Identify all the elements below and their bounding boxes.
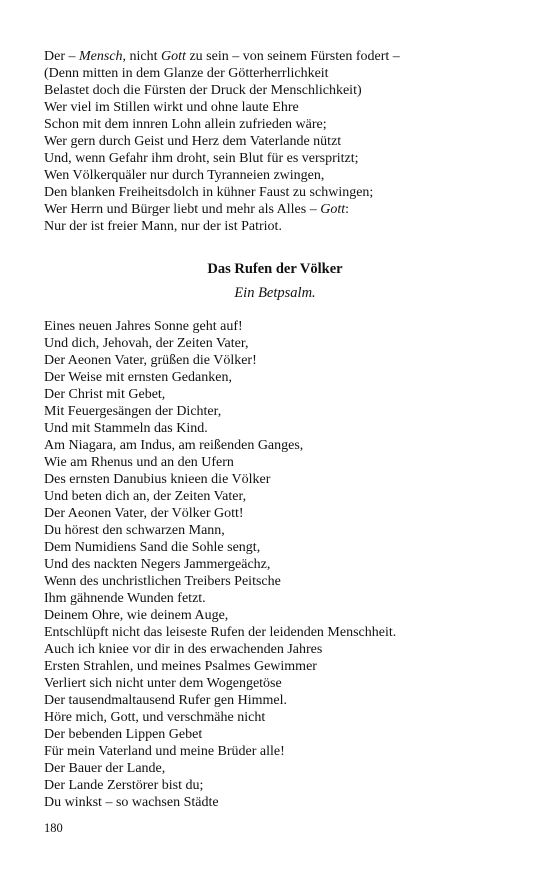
verse-text: , nicht xyxy=(122,49,162,64)
verse-text: Wer viel im Stillen wirkt und ohne laute Ehre xyxy=(44,100,299,115)
verse-line xyxy=(44,386,514,403)
verse-text: Wer gern durch Geist und Herz dem Vaterlande nützt xyxy=(44,134,342,149)
verse-line xyxy=(44,777,514,794)
verse-line xyxy=(44,471,514,488)
verse-text: Höre mich, Gott, und verschmähe nicht xyxy=(44,710,266,725)
verse-line xyxy=(44,150,514,167)
verse-line xyxy=(44,573,514,590)
verse-line xyxy=(44,539,514,556)
verse-line xyxy=(44,420,514,437)
verse-text: Wie am Rhenus und an den Ufern xyxy=(44,455,234,470)
verse-text: Entschlüpft nicht das leiseste Rufen der leidenden Menschheit. xyxy=(44,625,397,640)
verse-line xyxy=(44,318,514,335)
verse-line xyxy=(44,794,514,811)
verse-emphasis: Mensch xyxy=(79,49,123,64)
verse-text: Nur der ist freier Mann, nur der ist Patriot. xyxy=(44,219,282,234)
verse-text: Der Weise mit ernsten Gedanken, xyxy=(44,370,232,385)
verse-text: Wer Herrn und Bürger liebt und mehr als Alles – xyxy=(44,202,321,217)
verse-line xyxy=(44,167,514,184)
verse-text: Und dich, Jehovah, der Zeiten Vater, xyxy=(44,336,249,351)
verse-text: Belastet doch die Fürsten der Druck der Menschlichkeit) xyxy=(44,83,362,98)
verse-text: Ihm gähnende Wunden fetzt. xyxy=(44,591,206,606)
page-number: 180 xyxy=(44,821,63,835)
verse-text: Deinem Ohre, wie deinem Auge, xyxy=(44,608,229,623)
verse-text: Den blanken Freiheitsdolch in kühner Faust zu schwingen; xyxy=(44,185,374,200)
poem-body xyxy=(44,318,514,811)
verse-text: Wenn des unchristlichen Treibers Peitsche xyxy=(44,574,281,589)
verse-text: Auch ich kniee vor dir in des erwachenden Jahres xyxy=(44,642,323,657)
verse-emphasis: Gott xyxy=(320,202,346,217)
verse-line xyxy=(44,335,514,352)
verse-text: zu sein – von seinem Fürsten fodert – xyxy=(185,49,400,64)
verse-emphasis: Gott xyxy=(161,49,186,64)
verse-text: Du winkst – so wachsen Städte xyxy=(44,795,219,810)
verse-line xyxy=(44,218,514,235)
verse-text: Mit Feuergesängen der Dichter, xyxy=(44,404,222,419)
verse-text: Schon mit dem innren Lohn allein zufrieden wäre; xyxy=(44,117,327,132)
verse-line xyxy=(44,352,514,369)
verse-text: Der Christ mit Gebet, xyxy=(44,387,166,402)
verse-line xyxy=(44,369,514,386)
verse-line xyxy=(44,488,514,505)
verse-line xyxy=(44,437,514,454)
verse-line xyxy=(44,133,514,150)
verse-line xyxy=(44,590,514,607)
verse-line xyxy=(44,692,514,709)
verse-line xyxy=(44,607,514,624)
verse-line xyxy=(44,201,514,218)
verse-line xyxy=(44,760,514,777)
verse-line xyxy=(44,709,514,726)
verse-text: Der Lande Zerstörer bist du; xyxy=(44,778,204,793)
verse-text: Und, wenn Gefahr ihm droht, sein Blut für es verspritzt; xyxy=(44,151,359,166)
verse-text: Ersten Strahlen, und meines Psalmes Gewimmer xyxy=(44,659,317,674)
verse-line xyxy=(44,556,514,573)
poem-subtitle: Ein Betpsalm. xyxy=(234,285,316,301)
verse-text: : xyxy=(345,202,350,217)
verse-text: Der – xyxy=(44,49,79,64)
verse-text: Und des nackten Negers Jammergeächz, xyxy=(44,557,271,572)
verse-line xyxy=(44,743,514,760)
verse-line xyxy=(44,522,514,539)
verse-line xyxy=(44,184,514,201)
verse-text: (Denn mitten in dem Glanze der Götterherrlichkeit xyxy=(44,66,329,81)
verse-text: Der bebenden Lippen Gebet xyxy=(44,727,203,742)
verse-text: Des ernsten Danubius knieen die Völker xyxy=(44,472,271,487)
verse-line xyxy=(44,624,514,641)
poem-title: Das Rufen der Völker xyxy=(207,261,343,277)
previous-poem-ending xyxy=(44,48,514,235)
verse-text: Eines neuen Jahres Sonne geht auf! xyxy=(44,319,243,334)
verse-text: Der Aeonen Vater, der Völker Gott! xyxy=(44,506,244,521)
verse-line xyxy=(44,675,514,692)
verse-text: Wen Völkerquäler nur durch Tyranneien zwingen, xyxy=(44,168,325,183)
verse-text: Für mein Vaterland und meine Brüder alle! xyxy=(44,744,285,759)
verse-line xyxy=(44,403,514,420)
verse-text: Am Niagara, am Indus, am reißenden Ganges, xyxy=(44,438,304,453)
verse-text: Du hörest den schwarzen Mann, xyxy=(44,523,225,538)
verse-line xyxy=(44,65,514,82)
verse-line xyxy=(44,99,514,116)
verse-line xyxy=(44,658,514,675)
verse-text: Verliert sich nicht unter dem Wogengetöse xyxy=(44,676,282,691)
verse-line xyxy=(44,82,514,99)
verse-text: Und beten dich an, der Zeiten Vater, xyxy=(44,489,247,504)
verse-text: Dem Numidiens Sand die Sohle sengt, xyxy=(44,540,261,555)
verse-text: Und mit Stammeln das Kind. xyxy=(44,421,208,436)
verse-line xyxy=(44,48,514,65)
verse-line xyxy=(44,726,514,743)
verse-line xyxy=(44,505,514,522)
verse-line xyxy=(44,454,514,471)
verse-text: Der Bauer der Lande, xyxy=(44,761,166,776)
verse-text: Der tausendmaltausend Rufer gen Himmel. xyxy=(44,693,287,708)
verse-text: Der Aeonen Vater, grüßen die Völker! xyxy=(44,353,257,368)
verse-line xyxy=(44,641,514,658)
verse-line xyxy=(44,116,514,133)
